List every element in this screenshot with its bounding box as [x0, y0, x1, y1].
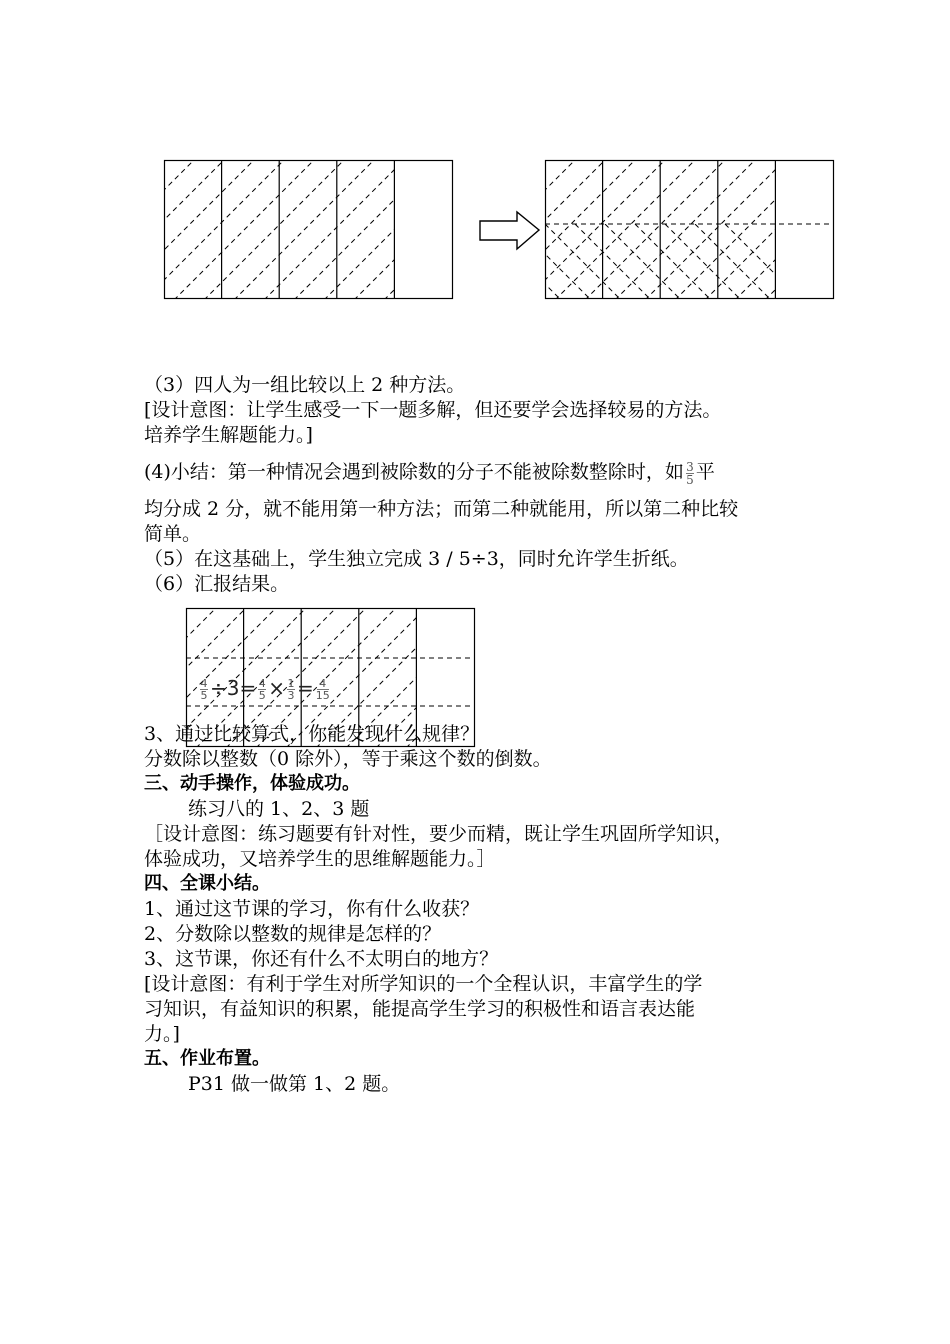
right-arrow-icon [479, 211, 541, 251]
eq-fraction-3: $\frac{1}{3}$ [287, 677, 295, 702]
heading-3: 三、动手操作，体验成功。 [144, 773, 360, 794]
summary-line-a [144, 460, 715, 486]
eq-op-2: × [268, 676, 286, 700]
design-note-3b: 习知识，有益知识的积累，能提高学生学习的积极性和语言表达能 [144, 998, 696, 1020]
summary-line-c: 简单。 [144, 523, 202, 545]
summary-text-a-end: 平 [695, 461, 715, 483]
design-note-2b: 体验成功，又培养学生的思维解题能力。］ [144, 848, 496, 870]
summary-q3: 3、这节课，你还有什么不太明白的地方？ [144, 948, 499, 970]
step-6: （6）汇报结果。 [144, 573, 290, 595]
summary-q2: 2、分数除以整数的规律是怎样的？ [144, 923, 442, 945]
summary-line-b: 均分成 2 分，就不能用第一种方法；而第二种就能用，所以第二种比较 [144, 498, 739, 520]
design-note-2a: ［设计意图：练习题要有针对性，要少而精，既让学生巩固所学知识， [144, 823, 734, 845]
exercise-ref: 练习八的 1、2、3 题 [188, 798, 370, 820]
homework: P31 做一做第 1、2 题。 [188, 1073, 401, 1095]
design-note-1b: 培养学生解题能力。] [144, 424, 313, 446]
fraction-three-fifths: $\frac{3}{5}$ [686, 459, 694, 487]
summary-q1: 1、通过这节课的学习，你有什么收获？ [144, 898, 480, 920]
step-3: （3）四人为一组比较以上 2 种方法。 [144, 374, 466, 396]
eq-fraction-2: $\frac{4}{5}$ [258, 677, 266, 702]
equation-overlay [198, 676, 332, 701]
design-note-1a: [设计意图：让学生感受一下一题多解，但还要学会选择较易的方法。 [144, 399, 722, 421]
eq-op-1: ÷3= [210, 676, 257, 700]
eq-fraction-4: $\frac{4}{15}$ [315, 677, 330, 702]
heading-4: 四、全课小结。 [144, 873, 270, 894]
diagram-four-fifths [164, 160, 454, 300]
eq-op-3: = [297, 676, 314, 700]
eq-fraction-1: $\frac{4}{5}$ [200, 677, 208, 702]
rule-statement: 分数除以整数（0 除外），等于乘这个数的倒数。 [144, 748, 552, 770]
diagram-split-halves [545, 160, 835, 300]
design-note-3a: [设计意图：有利于学生对所学知识的一个全程认识，丰富学生的学 [144, 973, 703, 995]
summary-text-a: (4)小结：第一种情况会遇到被除数的分子不能被除数整除时，如 [144, 461, 684, 483]
question-3: 3、通过比较算式，你能发现什么规律？ [144, 723, 480, 745]
step-5: （5）在这基础上，学生独立完成 3 / 5÷3，同时允许学生折纸。 [144, 548, 689, 570]
heading-5: 五、作业布置。 [144, 1048, 270, 1069]
design-note-3c: 力。] [144, 1023, 180, 1045]
